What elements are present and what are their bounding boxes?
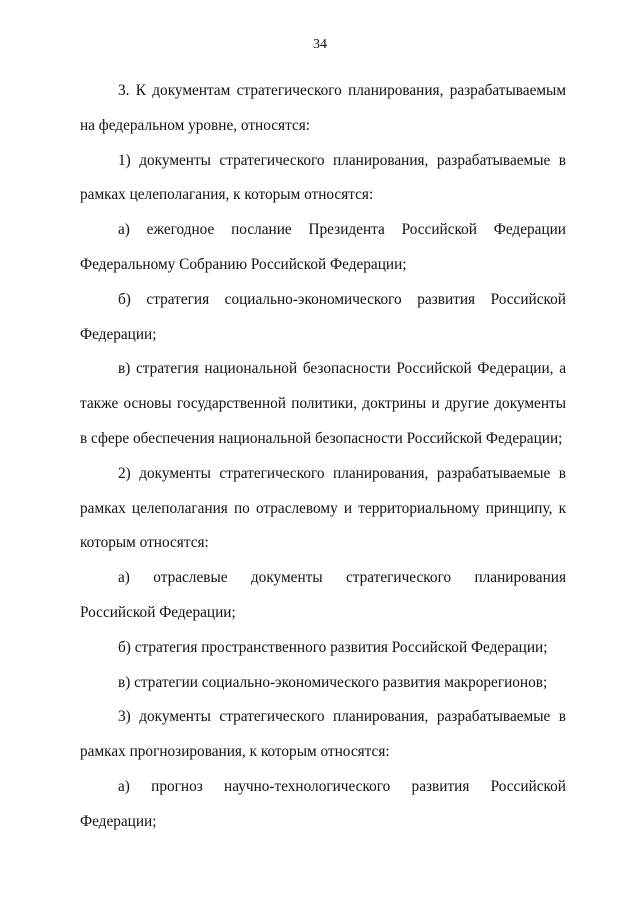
paragraph-annual-address: а) ежегодное послание Президента Российской Федерации Федеральному Собранию Российской Федерации; (80, 221, 566, 273)
paragraph-national-security-strategy: в) стратегия национальной безопасности Российской Федерации, а также основы государственной политики, доктрины и другие документы в сфере обеспечения национальной безопасности Российской Федерации; (80, 360, 566, 447)
paragraph-scientific-forecast: а) прогноз научно-технологического развития Российской Федерации; (80, 777, 566, 830)
paragraph-sectoral-territorial-documents: 2) документы стратегического планирования, разрабатываемые в рамках целеполагания по отраслевому и территориальному принципу, к которым относятся: (80, 464, 566, 552)
document-body (80, 74, 566, 840)
paragraph-forecasting-documents: 3) документы стратегического планирования, разрабатываемые в рамках прогнозирования, к которым относятся: (80, 708, 566, 761)
paragraph-goal-setting-documents: 1) документы стратегического планирования, разрабатываемые в рамках целеполагания, к которым относятся: (80, 151, 566, 204)
paragraph-federal-documents-intro: 3. К документам стратегического планирования, разрабатываемым на федеральном уровне, относятся: (80, 82, 566, 134)
page-number: 34 (313, 37, 327, 52)
paragraph-sectoral-documents: а) отраслевые документы стратегического планирования Российской Федерации; (80, 569, 566, 621)
paragraph-socioeconomic-strategy: б) стратегия социально-экономического развития Российской Федерации; (80, 290, 566, 343)
paragraph-macroregion-strategies: в) стратегии социально-экономического развития макрорегионов; (118, 673, 548, 691)
paragraph-spatial-strategy: б) стратегия пространственного развития Российской Федерации; (118, 638, 548, 656)
